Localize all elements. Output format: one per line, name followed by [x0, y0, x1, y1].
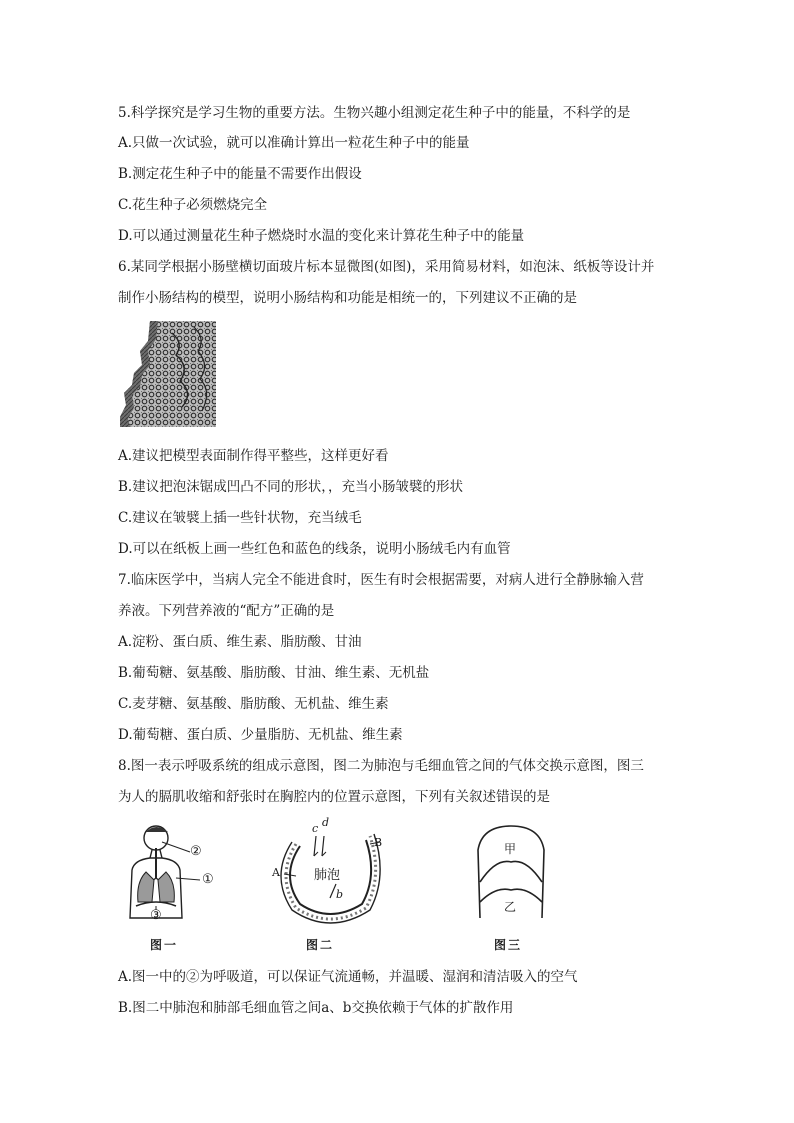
fig2-mark-b-upper: B [374, 836, 383, 849]
q6-stem-line2: 制作小肠结构的模型，说明小肠结构和功能是相统一的，下列建议不正确的是 [118, 290, 577, 306]
q5-option-d: D.可以通过测量花生种子燃烧时水温的变化来计算花生种子中的能量 [118, 228, 525, 244]
fig3-caption: 图三 [494, 938, 523, 952]
fig2-mark-d: d [322, 816, 330, 829]
fig2-mark-b: b [336, 888, 344, 901]
fig3-mark-yi: 乙 [504, 900, 517, 914]
q7-stem-line2: 养液。下列营养液的“配方”正确的是 [118, 603, 335, 619]
fig3-mark-jia: 甲 [504, 842, 517, 856]
fig1-caption: 图一 [150, 938, 179, 952]
q8-option-a: A.图一中的②为呼吸道，可以保证气流通畅，并温暖、湿润和清洁吸入的空气 [118, 969, 578, 985]
q5-stem: 5.科学探究是学习生物的重要方法。生物兴趣小组测定花生种子中的能量，不科学的是 [118, 105, 631, 121]
q7-stem-line1: 7.临床医学中，当病人完全不能进食时，医生有时会根据需要，对病人进行全静脉输入营 [118, 572, 644, 588]
q5-option-a: A.只做一次试验，就可以准确计算出一粒花生种子中的能量 [118, 135, 470, 151]
q8-option-b: B.图二中肺泡和肺部毛细血管之间a、b交换依赖于气体的扩散作用 [118, 1000, 514, 1016]
fig1-mark-1: ① [202, 872, 214, 887]
fig2-mark-a-upper: A [272, 866, 280, 879]
q6-option-d: D.可以在纸板上画一些红色和蓝色的线条，说明小肠绒毛内有血管 [118, 541, 511, 557]
intestine-micrograph-figure [120, 321, 216, 427]
q8-stem-line1: 8.图一表示呼吸系统的组成示意图，图二为肺泡与毛细血管之间的气体交换示意图，图三 [118, 758, 644, 774]
q6-option-a: A.建议把模型表面制作得平整些，这样更好看 [118, 448, 389, 464]
q6-option-b: B.建议把泡沫锯成凹凸不同的形状，，充当小肠皱襞的形状 [118, 479, 463, 495]
q6-option-c: C.建议在皱襞上插一些针状物，充当绒毛 [118, 510, 362, 526]
fig2-alveolus-label: 肺泡 [314, 868, 341, 883]
q5-option-c: C.花生种子必须燃烧完全 [118, 197, 268, 213]
q7-option-d: D.葡萄糖、蛋白质、少量脂肪、无机盐、维生素 [118, 727, 403, 743]
q8-stem-line2: 为人的膈肌收缩和舒张时在胸腔内的位置示意图，下列有关叙述错误的是 [118, 789, 550, 805]
respiratory-system-figure [128, 822, 228, 922]
fig2-mark-c: c [312, 822, 319, 835]
q7-option-c: C.麦芽糖、氨基酸、脂肪酸、无机盐、维生素 [118, 696, 389, 712]
diaphragm-position-figure [470, 822, 552, 922]
fig2-caption: 图二 [306, 938, 335, 952]
q7-option-b: B.葡萄糖、氨基酸、脂肪酸、甘油、维生素、无机盐 [118, 665, 430, 681]
fig1-mark-2: ② [190, 844, 202, 859]
q6-stem-line1: 6.某同学根据小肠壁横切面玻片标本显微图(如图)，采用简易材料，如泡沫、纸板等设计并 [118, 259, 655, 275]
q7-option-a: A.淀粉、蛋白质、维生素、脂肪酸、甘油 [118, 634, 362, 650]
q5-option-b: B.测定花生种子中的能量不需要作出假设 [118, 166, 362, 182]
fig1-mark-3: ③ [150, 908, 162, 923]
alveolus-gas-exchange-figure [270, 816, 390, 926]
